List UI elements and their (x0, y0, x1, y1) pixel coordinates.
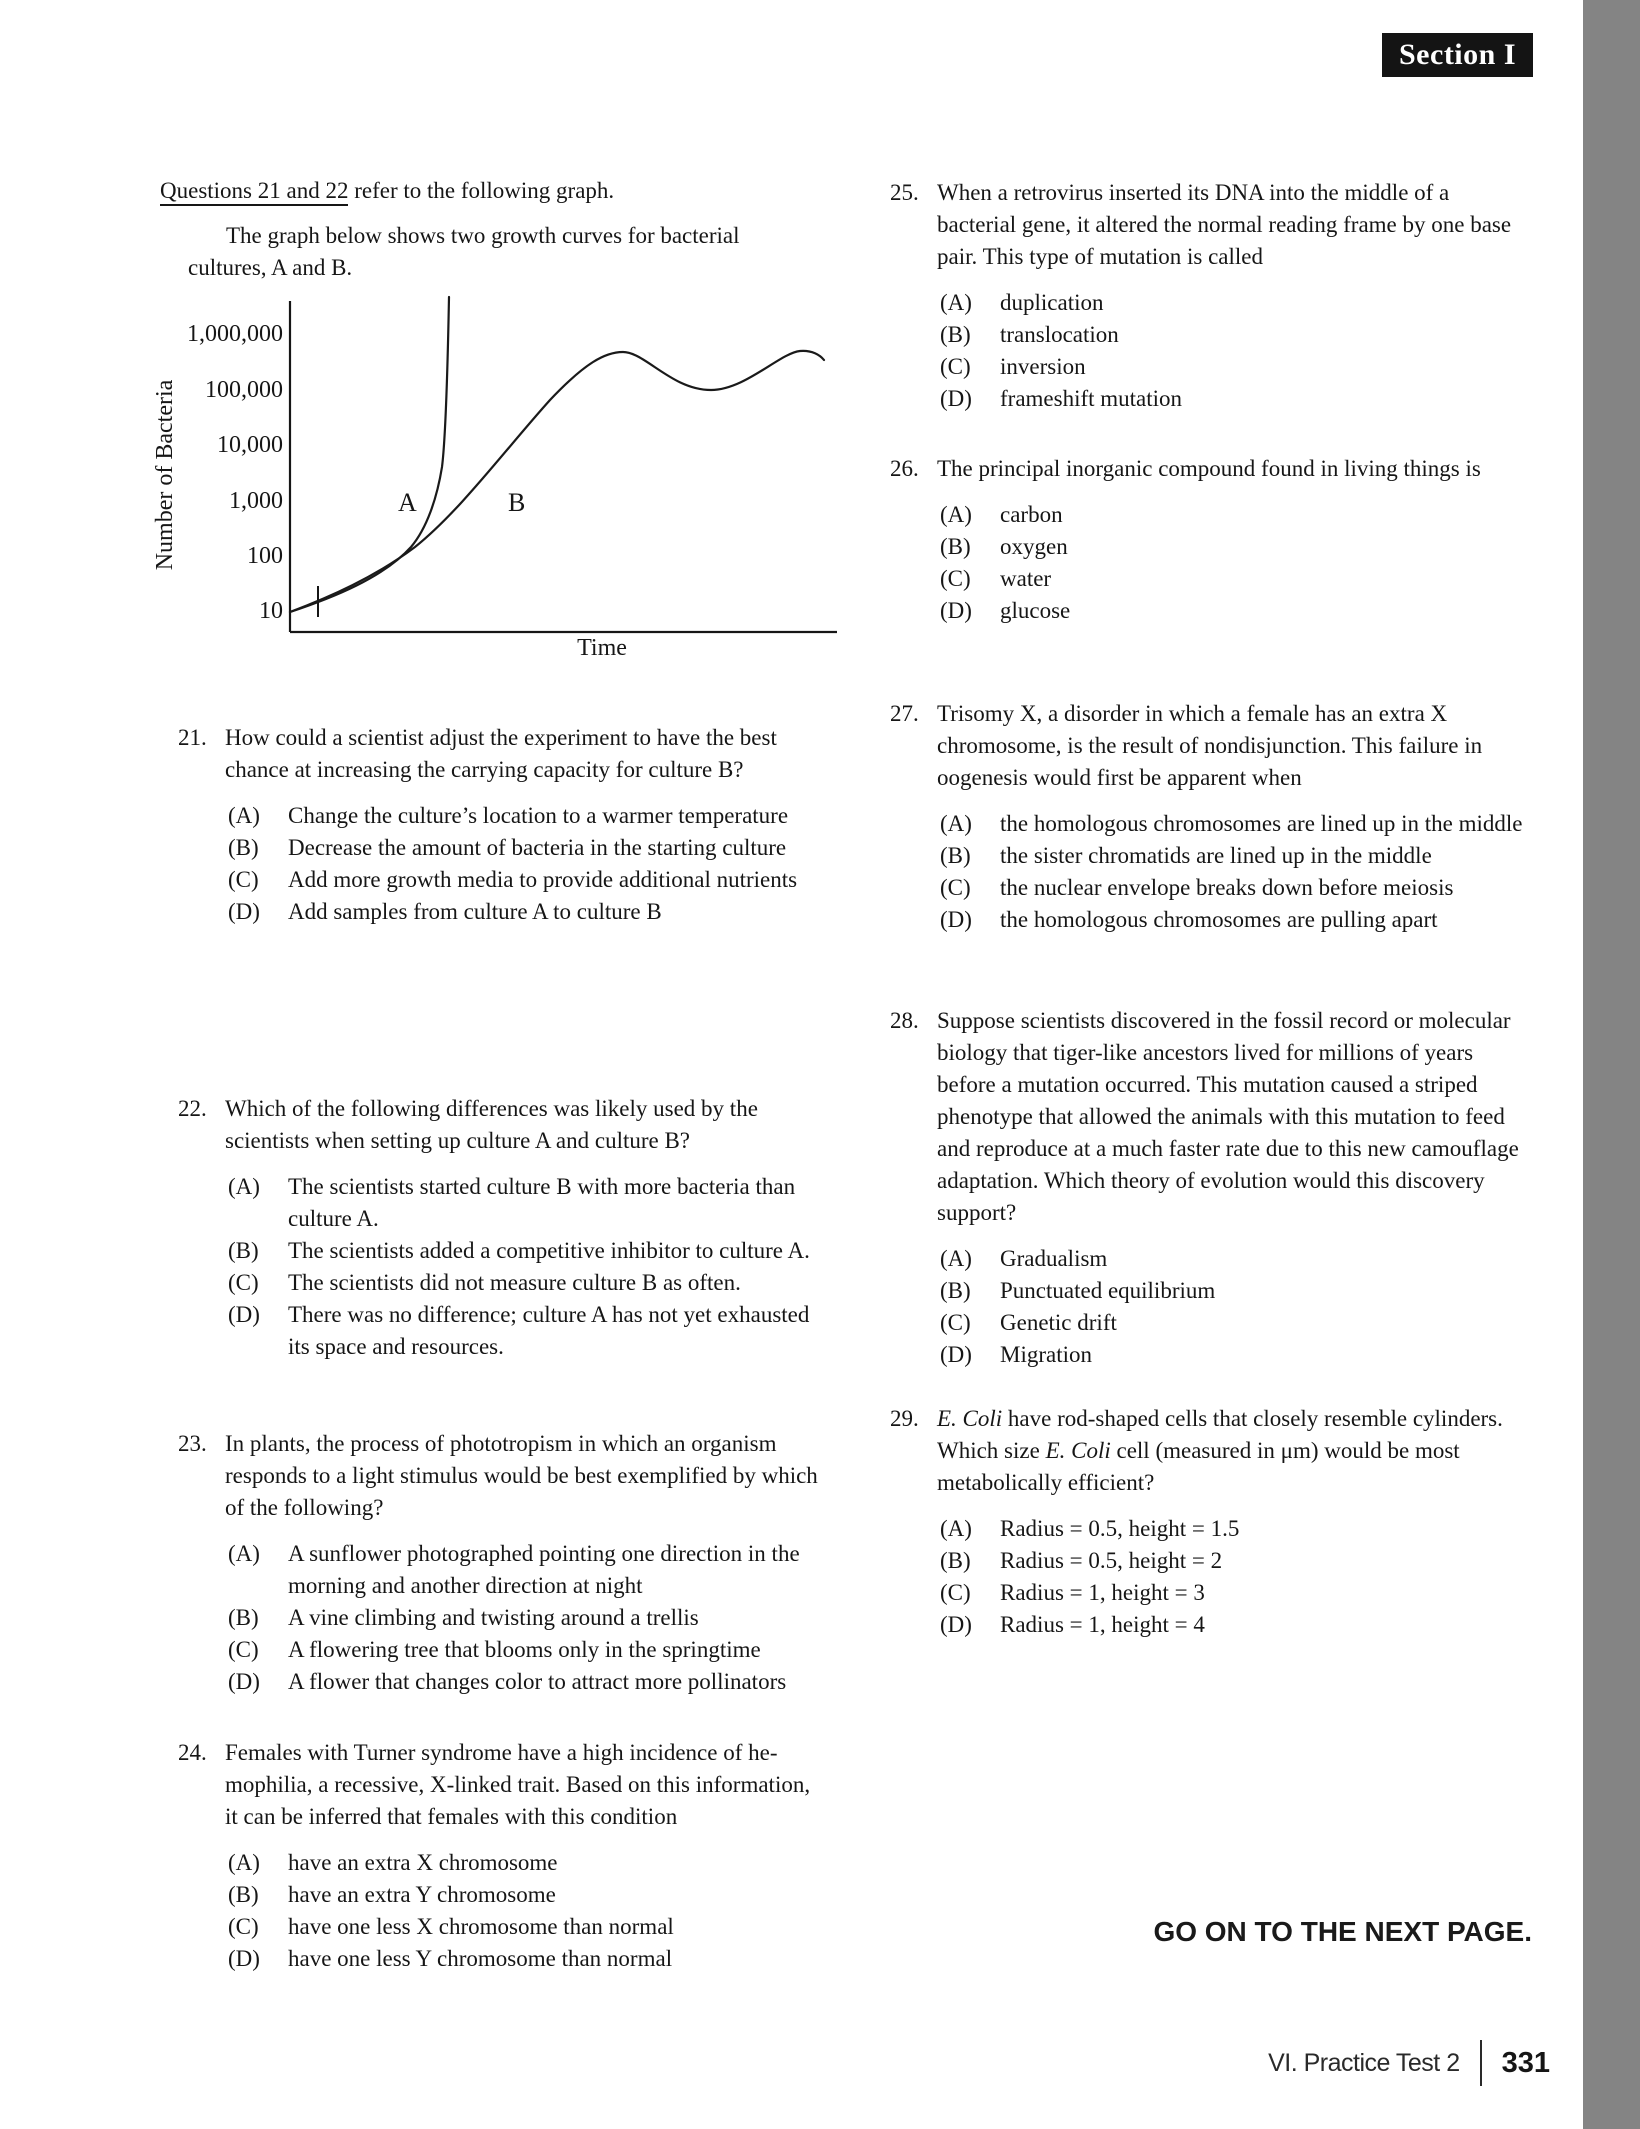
option-letter: (C) (940, 875, 971, 900)
options-list (940, 499, 1527, 627)
option-row (228, 832, 825, 864)
question-stem: Suppose scientists discovered in the fossil record or molecular biology that tiger-like ancestors lived for millions of years before a mutation occurred. This mutation caused a striped phenotype that allowed the animals with this mutation to feed and reproduce at a much faster rate due to this new camouflage adaptation. Which theory of evolution would this discovery support? (937, 1008, 1519, 1225)
option-letter: (B) (940, 534, 971, 559)
y-tick-1e1: 10 (259, 598, 283, 624)
option-text: A flower that changes color to attract more pollinators (288, 1669, 787, 1694)
option-letter: (B) (228, 1238, 259, 1263)
option-letter: (B) (940, 322, 971, 347)
question-number: 21. (178, 725, 207, 750)
options-list (228, 1171, 825, 1363)
y-tick-1e4: 10,000 (217, 432, 283, 458)
section-badge (1382, 33, 1533, 77)
option-letter: (C) (228, 1270, 259, 1295)
curve-B-label: B (508, 488, 526, 517)
option-letter: (B) (228, 1605, 259, 1630)
option-row (228, 1847, 825, 1879)
options-list (940, 1513, 1527, 1641)
option-text: There was no difference; culture A has not yet exhausted its space and resources. (288, 1302, 810, 1359)
option-text: The scientists started culture B with more bacteria than culture A. (288, 1174, 796, 1231)
option-row (228, 1943, 825, 1975)
option-letter: (A) (940, 502, 972, 527)
section-badge-label: Section I (1399, 38, 1516, 71)
option-row (940, 351, 1527, 383)
options-list (940, 1243, 1527, 1371)
option-text: The scientists added a competitive inhibitor to culture A. (288, 1238, 810, 1263)
option-letter: (D) (940, 907, 972, 932)
option-letter: (A) (228, 1850, 260, 1875)
question-29 (890, 1403, 1525, 1641)
option-text: Gradualism (1000, 1246, 1108, 1271)
option-row (228, 1634, 825, 1666)
option-text: Migration (1000, 1342, 1092, 1367)
question-stem: Which of the following differences was likely used by the scientists when setting up culture A and culture B? (225, 1096, 758, 1153)
option-text: Add samples from culture A to culture B (288, 899, 662, 924)
option-text: inversion (1000, 354, 1086, 379)
question-number: 24. (178, 1740, 207, 1765)
option-text: A sunflower photographed pointing one direction in the morning and another direction at night (288, 1541, 800, 1598)
question-21 (178, 722, 825, 928)
option-row (228, 1171, 825, 1235)
question-number: 22. (178, 1096, 207, 1121)
option-text: Add more growth media to provide additional nutrients (288, 867, 798, 892)
option-text: Radius = 0.5, height = 1.5 (1000, 1516, 1240, 1541)
option-row (940, 563, 1527, 595)
option-row (940, 531, 1527, 563)
question-stem: In plants, the process of phototropism in which an organism responds to a light stimulus would be best exemplified by which of the following? (225, 1431, 818, 1520)
question-number: 26. (890, 456, 919, 481)
question-stem: Females with Turner syndrome have a high incidence of hemophilia, a recessive, X-linked trait. Based on this information, it can be inferred that females with this condition (225, 1740, 811, 1829)
curve-A-label: A (398, 488, 417, 517)
question-stem: E. Coli have rod-shaped cells that closely resemble cylinders. Which size E. Coli cell (measured in μm) would be most metabolically efficient? (937, 1406, 1503, 1495)
option-text: water (1000, 566, 1052, 591)
reference-rest-text: refer to the following graph. (348, 178, 615, 203)
option-text: the homologous chromosomes are pulling apart (1000, 907, 1438, 932)
option-row (940, 1513, 1527, 1545)
option-row (940, 1307, 1527, 1339)
x-axis-title: Time (577, 635, 627, 661)
question-number: 25. (890, 180, 919, 205)
question-25 (890, 177, 1525, 415)
option-row (228, 1538, 825, 1602)
option-letter: (D) (228, 1946, 260, 1971)
option-letter: (A) (940, 1246, 972, 1271)
option-text: have one less X chromosome than normal (288, 1914, 674, 1939)
option-text: Punctuated equilibrium (1000, 1278, 1216, 1303)
option-letter: (A) (940, 811, 972, 836)
options-list (228, 800, 825, 928)
option-text: The scientists did not measure culture B as often. (288, 1270, 741, 1295)
option-row (228, 1267, 825, 1299)
option-text: the nuclear envelope breaks down before meiosis (1000, 875, 1454, 900)
options-list (228, 1847, 825, 1975)
option-letter: (C) (228, 1914, 259, 1939)
question-number: 23. (178, 1431, 207, 1456)
option-row (228, 1879, 825, 1911)
question-stem: Trisomy X, a disorder in which a female has an extra X chromosome, is the result of nondisjunction. This failure in oogenesis would first be apparent when (937, 701, 1483, 790)
question-27 (890, 698, 1525, 936)
option-row (940, 1545, 1527, 1577)
option-row (940, 904, 1527, 936)
curve-A (290, 297, 449, 612)
option-letter: (C) (940, 1310, 971, 1335)
option-text: Radius = 1, height = 3 (1000, 1580, 1205, 1605)
y-tick-1e3: 1,000 (229, 488, 283, 514)
option-letter: (A) (940, 1516, 972, 1541)
option-row (940, 1609, 1527, 1641)
option-letter: (C) (228, 867, 259, 892)
option-row (228, 864, 825, 896)
option-letter: (A) (228, 1174, 260, 1199)
option-row (228, 1911, 825, 1943)
option-letter: (C) (940, 1580, 971, 1605)
question-reference-line (160, 175, 614, 207)
option-text: glucose (1000, 598, 1071, 623)
option-letter: (B) (940, 1548, 971, 1573)
option-text: have an extra Y chromosome (288, 1882, 556, 1907)
option-row (940, 319, 1527, 351)
option-row (940, 287, 1527, 319)
option-text: carbon (1000, 502, 1063, 527)
page-footer (1268, 2040, 1550, 2086)
question-number: 29. (890, 1406, 919, 1431)
option-letter: (D) (228, 1669, 260, 1694)
option-letter: (D) (940, 598, 972, 623)
curve-B (290, 351, 824, 612)
footer-chapter-label: VI. Practice Test 2 (1268, 2048, 1460, 2077)
options-list (940, 287, 1527, 415)
option-row (228, 800, 825, 832)
option-row (228, 1235, 825, 1267)
question-24 (178, 1737, 825, 1975)
option-text: duplication (1000, 290, 1104, 315)
question-stem: How could a scientist adjust the experiment to have the best chance at increasing the carrying capacity for culture B? (225, 725, 777, 782)
option-letter: (B) (940, 1278, 971, 1303)
option-letter: (D) (940, 1342, 972, 1367)
question-23 (178, 1428, 825, 1698)
option-letter: (B) (228, 835, 259, 860)
go-on-instruction: GO ON TO THE NEXT PAGE. (1153, 1916, 1532, 1947)
option-row (228, 1299, 825, 1363)
option-text: the homologous chromosomes are lined up in the middle (1000, 811, 1523, 836)
question-22 (178, 1093, 825, 1363)
reference-underlined-text: Questions 21 and 22 (160, 178, 348, 206)
option-text: oxygen (1000, 534, 1068, 559)
y-tick-1e5: 100,000 (205, 377, 283, 403)
option-row (940, 872, 1527, 904)
option-row (940, 1275, 1527, 1307)
footer-divider (1480, 2040, 1482, 2086)
options-list (940, 808, 1527, 936)
option-letter: (D) (228, 899, 260, 924)
option-text: the sister chromatids are lined up in the middle (1000, 843, 1432, 868)
option-letter: (D) (228, 1302, 260, 1327)
option-letter: (A) (228, 1541, 260, 1566)
option-text: have an extra X chromosome (288, 1850, 558, 1875)
y-axis-title: Number of Bacteria (152, 379, 178, 571)
option-text: translocation (1000, 322, 1119, 347)
option-text: Radius = 1, height = 4 (1000, 1612, 1205, 1637)
option-letter: (D) (940, 1612, 972, 1637)
y-tick-1e6: 1,000,000 (187, 321, 283, 347)
page-binding-bar (1583, 0, 1640, 2129)
option-text: Decrease the amount of bacteria in the starting culture (288, 835, 787, 860)
option-text: have one less Y chromosome than normal (288, 1946, 673, 1971)
option-row (940, 499, 1527, 531)
options-list (228, 1538, 825, 1698)
option-text: Radius = 0.5, height = 2 (1000, 1548, 1223, 1573)
question-number: 28. (890, 1008, 919, 1033)
option-letter: (B) (228, 1882, 259, 1907)
option-row (940, 1339, 1527, 1371)
option-text: frameshift mutation (1000, 386, 1183, 411)
graph-description-paragraph: The graph below shows two growth curves for bacterial cultures, A and B. (188, 223, 740, 280)
option-text: Genetic drift (1000, 1310, 1117, 1335)
option-letter: (C) (940, 566, 971, 591)
option-letter: (C) (940, 354, 971, 379)
option-row (940, 1243, 1527, 1275)
option-letter: (A) (940, 290, 972, 315)
option-letter: (D) (940, 386, 972, 411)
option-text: Change the culture’s location to a warmer temperature (288, 803, 789, 828)
question-28 (890, 1005, 1525, 1371)
question-stem: When a retrovirus inserted its DNA into the middle of a bacterial gene, it altered the normal reading frame by one base pair. This type of mutation is called (937, 180, 1512, 269)
footer-page-number: 331 (1501, 2046, 1550, 2079)
option-text: A flowering tree that blooms only in the springtime (288, 1637, 761, 1662)
option-row (228, 1666, 825, 1698)
option-text: A vine climbing and twisting around a trellis (288, 1605, 699, 1630)
question-number: 27. (890, 701, 919, 726)
question-26 (890, 453, 1525, 627)
option-row (940, 1577, 1527, 1609)
option-row (940, 808, 1527, 840)
option-row (940, 595, 1527, 627)
option-letter: (B) (940, 843, 971, 868)
option-letter: (C) (228, 1637, 259, 1662)
option-letter: (A) (228, 803, 260, 828)
option-row (228, 896, 825, 928)
bacterial-growth-chart (140, 295, 850, 663)
option-row (940, 840, 1527, 872)
option-row (228, 1602, 825, 1634)
question-stem: The principal inorganic compound found in living things is (937, 456, 1481, 481)
option-row (940, 383, 1527, 415)
y-tick-1e2: 100 (247, 543, 283, 569)
